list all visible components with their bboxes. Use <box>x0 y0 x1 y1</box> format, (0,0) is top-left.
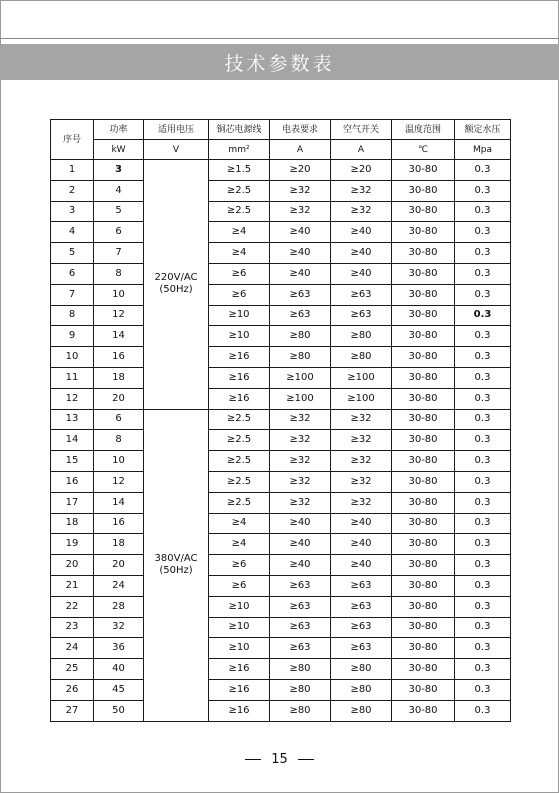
row-no: 22 <box>51 596 94 617</box>
row-no: 21 <box>51 575 94 596</box>
row-temp: 30-80 <box>392 326 455 347</box>
row-power: 36 <box>94 638 144 659</box>
row-power: 6 <box>94 409 144 430</box>
title-band <box>0 44 559 80</box>
row-pressure: 0.3 <box>455 347 511 368</box>
table-row <box>51 471 511 492</box>
row-meter: ≥80 <box>270 700 331 721</box>
row-wire: ≥4 <box>209 243 270 264</box>
row-no: 16 <box>51 471 94 492</box>
row-no: 18 <box>51 513 94 534</box>
row-power: 4 <box>94 180 144 201</box>
row-pressure: 0.3 <box>455 284 511 305</box>
header-no: 序号 <box>51 120 94 160</box>
row-power: 12 <box>94 471 144 492</box>
row-meter: ≥63 <box>270 638 331 659</box>
row-breaker: ≥63 <box>331 305 392 326</box>
row-wire: ≥16 <box>209 367 270 388</box>
row-power: 20 <box>94 388 144 409</box>
row-no: 15 <box>51 451 94 472</box>
footer-dash-left <box>245 759 261 760</box>
row-pressure: 0.3 <box>455 451 511 472</box>
row-pressure: 0.3 <box>455 659 511 680</box>
row-pressure: 0.3 <box>455 409 511 430</box>
row-power: 7 <box>94 243 144 264</box>
table-row <box>51 284 511 305</box>
row-wire: ≥6 <box>209 555 270 576</box>
row-meter: ≥32 <box>270 201 331 222</box>
row-meter: ≥80 <box>270 347 331 368</box>
row-wire: ≥2.5 <box>209 180 270 201</box>
row-temp: 30-80 <box>392 596 455 617</box>
row-power: 6 <box>94 222 144 243</box>
header-voltage: 适用电压 <box>144 120 209 140</box>
row-no: 14 <box>51 430 94 451</box>
page-title: 技术参数表 <box>224 52 335 75</box>
row-power: 3 <box>94 160 144 181</box>
header-breaker: 空气开关 <box>331 120 392 140</box>
row-breaker: ≥40 <box>331 513 392 534</box>
row-temp: 30-80 <box>392 492 455 513</box>
row-no: 7 <box>51 284 94 305</box>
row-no: 11 <box>51 367 94 388</box>
row-meter: ≥20 <box>270 160 331 181</box>
row-temp: 30-80 <box>392 451 455 472</box>
row-pressure: 0.3 <box>455 243 511 264</box>
unit-wire: mm² <box>209 140 270 160</box>
row-pressure: 0.3 <box>455 201 511 222</box>
voltage-frequency: (50Hz) <box>159 565 193 577</box>
row-meter: ≥32 <box>270 430 331 451</box>
row-meter: ≥80 <box>270 679 331 700</box>
row-temp: 30-80 <box>392 575 455 596</box>
table-row <box>51 222 511 243</box>
voltage-group-1 <box>144 160 209 410</box>
row-temp: 30-80 <box>392 679 455 700</box>
row-breaker: ≥40 <box>331 534 392 555</box>
footer-dash-right <box>298 759 314 760</box>
row-breaker: ≥80 <box>331 326 392 347</box>
row-no: 19 <box>51 534 94 555</box>
row-temp: 30-80 <box>392 222 455 243</box>
row-no: 23 <box>51 617 94 638</box>
row-power: 16 <box>94 347 144 368</box>
row-no: 17 <box>51 492 94 513</box>
row-power: 14 <box>94 326 144 347</box>
row-pressure: 0.3 <box>455 555 511 576</box>
row-pressure: 0.3 <box>455 160 511 181</box>
table-row <box>51 575 511 596</box>
row-breaker: ≥32 <box>331 492 392 513</box>
row-wire: ≥16 <box>209 679 270 700</box>
table-row <box>51 263 511 284</box>
table-row <box>51 243 511 264</box>
table-row <box>51 160 511 181</box>
row-meter: ≥40 <box>270 222 331 243</box>
row-breaker: ≥63 <box>331 638 392 659</box>
table-row <box>51 617 511 638</box>
row-temp: 30-80 <box>392 700 455 721</box>
row-wire: ≥2.5 <box>209 430 270 451</box>
row-breaker: ≥80 <box>331 659 392 680</box>
row-pressure: 0.3 <box>455 534 511 555</box>
row-power: 24 <box>94 575 144 596</box>
row-breaker: ≥63 <box>331 596 392 617</box>
row-wire: ≥10 <box>209 638 270 659</box>
row-power: 8 <box>94 430 144 451</box>
page-number: 15 <box>271 752 288 767</box>
row-power: 8 <box>94 263 144 284</box>
row-no: 24 <box>51 638 94 659</box>
table-row <box>51 513 511 534</box>
spec-table <box>50 119 511 722</box>
row-temp: 30-80 <box>392 201 455 222</box>
row-no: 6 <box>51 263 94 284</box>
row-breaker: ≥40 <box>331 263 392 284</box>
row-breaker: ≥63 <box>331 575 392 596</box>
row-wire: ≥10 <box>209 305 270 326</box>
table-row <box>51 659 511 680</box>
voltage-group-2 <box>144 409 209 721</box>
row-breaker: ≥32 <box>331 180 392 201</box>
row-pressure: 0.3 <box>455 180 511 201</box>
row-breaker: ≥40 <box>331 555 392 576</box>
table-row <box>51 305 511 326</box>
voltage-value: 380V/AC <box>154 553 198 565</box>
table-row <box>51 492 511 513</box>
row-temp: 30-80 <box>392 180 455 201</box>
row-no: 2 <box>51 180 94 201</box>
row-breaker: ≥80 <box>331 700 392 721</box>
row-meter: ≥80 <box>270 326 331 347</box>
row-meter: ≥63 <box>270 596 331 617</box>
row-meter: ≥63 <box>270 575 331 596</box>
row-no: 1 <box>51 160 94 181</box>
page-footer <box>0 752 559 767</box>
row-meter: ≥100 <box>270 388 331 409</box>
row-temp: 30-80 <box>392 617 455 638</box>
row-breaker: ≥63 <box>331 617 392 638</box>
row-breaker: ≥80 <box>331 679 392 700</box>
row-wire: ≥6 <box>209 263 270 284</box>
row-temp: 30-80 <box>392 347 455 368</box>
row-power: 20 <box>94 555 144 576</box>
row-breaker: ≥100 <box>331 367 392 388</box>
row-pressure: 0.3 <box>455 638 511 659</box>
row-wire: ≥1.5 <box>209 160 270 181</box>
row-power: 18 <box>94 367 144 388</box>
table-row <box>51 638 511 659</box>
row-pressure: 0.3 <box>455 679 511 700</box>
row-pressure: 0.3 <box>455 388 511 409</box>
row-meter: ≥32 <box>270 409 331 430</box>
row-temp: 30-80 <box>392 305 455 326</box>
row-meter: ≥32 <box>270 471 331 492</box>
row-pressure: 0.3 <box>455 430 511 451</box>
row-wire: ≥4 <box>209 513 270 534</box>
row-meter: ≥63 <box>270 284 331 305</box>
table-row <box>51 430 511 451</box>
row-wire: ≥6 <box>209 284 270 305</box>
table-row <box>51 555 511 576</box>
row-meter: ≥40 <box>270 263 331 284</box>
row-no: 13 <box>51 409 94 430</box>
row-wire: ≥16 <box>209 659 270 680</box>
row-no: 9 <box>51 326 94 347</box>
header-pressure: 额定水压 <box>455 120 511 140</box>
row-meter: ≥100 <box>270 367 331 388</box>
row-no: 8 <box>51 305 94 326</box>
header-rule <box>0 38 559 39</box>
header-meter: 电表要求 <box>270 120 331 140</box>
table-row <box>51 409 511 430</box>
row-no: 20 <box>51 555 94 576</box>
row-no: 4 <box>51 222 94 243</box>
row-power: 12 <box>94 305 144 326</box>
row-temp: 30-80 <box>392 243 455 264</box>
row-power: 40 <box>94 659 144 680</box>
row-meter: ≥63 <box>270 305 331 326</box>
row-breaker: ≥32 <box>331 451 392 472</box>
unit-power: kW <box>94 140 144 160</box>
row-temp: 30-80 <box>392 513 455 534</box>
row-pressure: 0.3 <box>455 513 511 534</box>
row-breaker: ≥32 <box>331 471 392 492</box>
row-power: 28 <box>94 596 144 617</box>
row-wire: ≥2.5 <box>209 201 270 222</box>
row-power: 14 <box>94 492 144 513</box>
table-row <box>51 534 511 555</box>
row-temp: 30-80 <box>392 263 455 284</box>
row-breaker: ≥32 <box>331 430 392 451</box>
row-breaker: ≥80 <box>331 347 392 368</box>
table-row <box>51 679 511 700</box>
table-row <box>51 326 511 347</box>
row-meter: ≥40 <box>270 534 331 555</box>
row-breaker: ≥20 <box>331 160 392 181</box>
row-pressure: 0.3 <box>455 367 511 388</box>
voltage-frequency: (50Hz) <box>159 284 193 296</box>
row-pressure: 0.3 <box>455 617 511 638</box>
row-temp: 30-80 <box>392 409 455 430</box>
voltage-value: 220V/AC <box>154 272 198 284</box>
row-power: 50 <box>94 700 144 721</box>
row-wire: ≥4 <box>209 534 270 555</box>
row-wire: ≥16 <box>209 388 270 409</box>
row-no: 25 <box>51 659 94 680</box>
row-meter: ≥63 <box>270 617 331 638</box>
table-row <box>51 367 511 388</box>
row-wire: ≥4 <box>209 222 270 243</box>
row-no: 26 <box>51 679 94 700</box>
table-row <box>51 180 511 201</box>
unit-meter: A <box>270 140 331 160</box>
row-meter: ≥40 <box>270 555 331 576</box>
row-breaker: ≥63 <box>331 284 392 305</box>
table-row <box>51 347 511 368</box>
row-pressure: 0.3 <box>455 575 511 596</box>
header-temp: 温度范围 <box>392 120 455 140</box>
row-meter: ≥32 <box>270 492 331 513</box>
unit-temp: ℃ <box>392 140 455 160</box>
row-breaker: ≥40 <box>331 222 392 243</box>
row-temp: 30-80 <box>392 367 455 388</box>
row-meter: ≥80 <box>270 659 331 680</box>
table-row <box>51 388 511 409</box>
row-temp: 30-80 <box>392 534 455 555</box>
row-power: 10 <box>94 284 144 305</box>
row-wire: ≥10 <box>209 617 270 638</box>
row-power: 5 <box>94 201 144 222</box>
row-breaker: ≥32 <box>331 409 392 430</box>
row-meter: ≥40 <box>270 243 331 264</box>
row-no: 3 <box>51 201 94 222</box>
row-temp: 30-80 <box>392 284 455 305</box>
row-power: 10 <box>94 451 144 472</box>
row-no: 27 <box>51 700 94 721</box>
unit-row <box>51 140 511 160</box>
row-no: 12 <box>51 388 94 409</box>
row-pressure: 0.3 <box>455 222 511 243</box>
row-wire: ≥2.5 <box>209 451 270 472</box>
row-power: 45 <box>94 679 144 700</box>
row-pressure: 0.3 <box>455 700 511 721</box>
row-pressure: 0.3 <box>455 326 511 347</box>
row-temp: 30-80 <box>392 388 455 409</box>
row-pressure: 0.3 <box>455 471 511 492</box>
table-row <box>51 700 511 721</box>
header-wire: 铜芯电源线 <box>209 120 270 140</box>
row-wire: ≥2.5 <box>209 471 270 492</box>
header-row <box>51 120 511 140</box>
row-wire: ≥10 <box>209 326 270 347</box>
row-temp: 30-80 <box>392 160 455 181</box>
row-power: 32 <box>94 617 144 638</box>
table-row <box>51 451 511 472</box>
row-wire: ≥2.5 <box>209 492 270 513</box>
unit-pressure: Mpa <box>455 140 511 160</box>
row-meter: ≥32 <box>270 180 331 201</box>
row-temp: 30-80 <box>392 555 455 576</box>
row-meter: ≥40 <box>270 513 331 534</box>
row-wire: ≥6 <box>209 575 270 596</box>
row-wire: ≥2.5 <box>209 409 270 430</box>
row-temp: 30-80 <box>392 659 455 680</box>
row-wire: ≥10 <box>209 596 270 617</box>
row-no: 5 <box>51 243 94 264</box>
row-breaker: ≥100 <box>331 388 392 409</box>
row-pressure: 0.3 <box>455 492 511 513</box>
row-breaker: ≥40 <box>331 243 392 264</box>
table-row <box>51 201 511 222</box>
unit-breaker: A <box>331 140 392 160</box>
row-meter: ≥32 <box>270 451 331 472</box>
header-power: 功率 <box>94 120 144 140</box>
row-wire: ≥16 <box>209 347 270 368</box>
row-temp: 30-80 <box>392 471 455 492</box>
row-wire: ≥16 <box>209 700 270 721</box>
row-pressure: 0.3 <box>455 263 511 284</box>
row-temp: 30-80 <box>392 430 455 451</box>
unit-voltage: V <box>144 140 209 160</box>
row-temp: 30-80 <box>392 638 455 659</box>
row-breaker: ≥32 <box>331 201 392 222</box>
row-pressure: 0.3 <box>455 596 511 617</box>
row-no: 10 <box>51 347 94 368</box>
row-pressure: 0.3 <box>455 305 511 326</box>
row-power: 18 <box>94 534 144 555</box>
table-row <box>51 596 511 617</box>
row-power: 16 <box>94 513 144 534</box>
